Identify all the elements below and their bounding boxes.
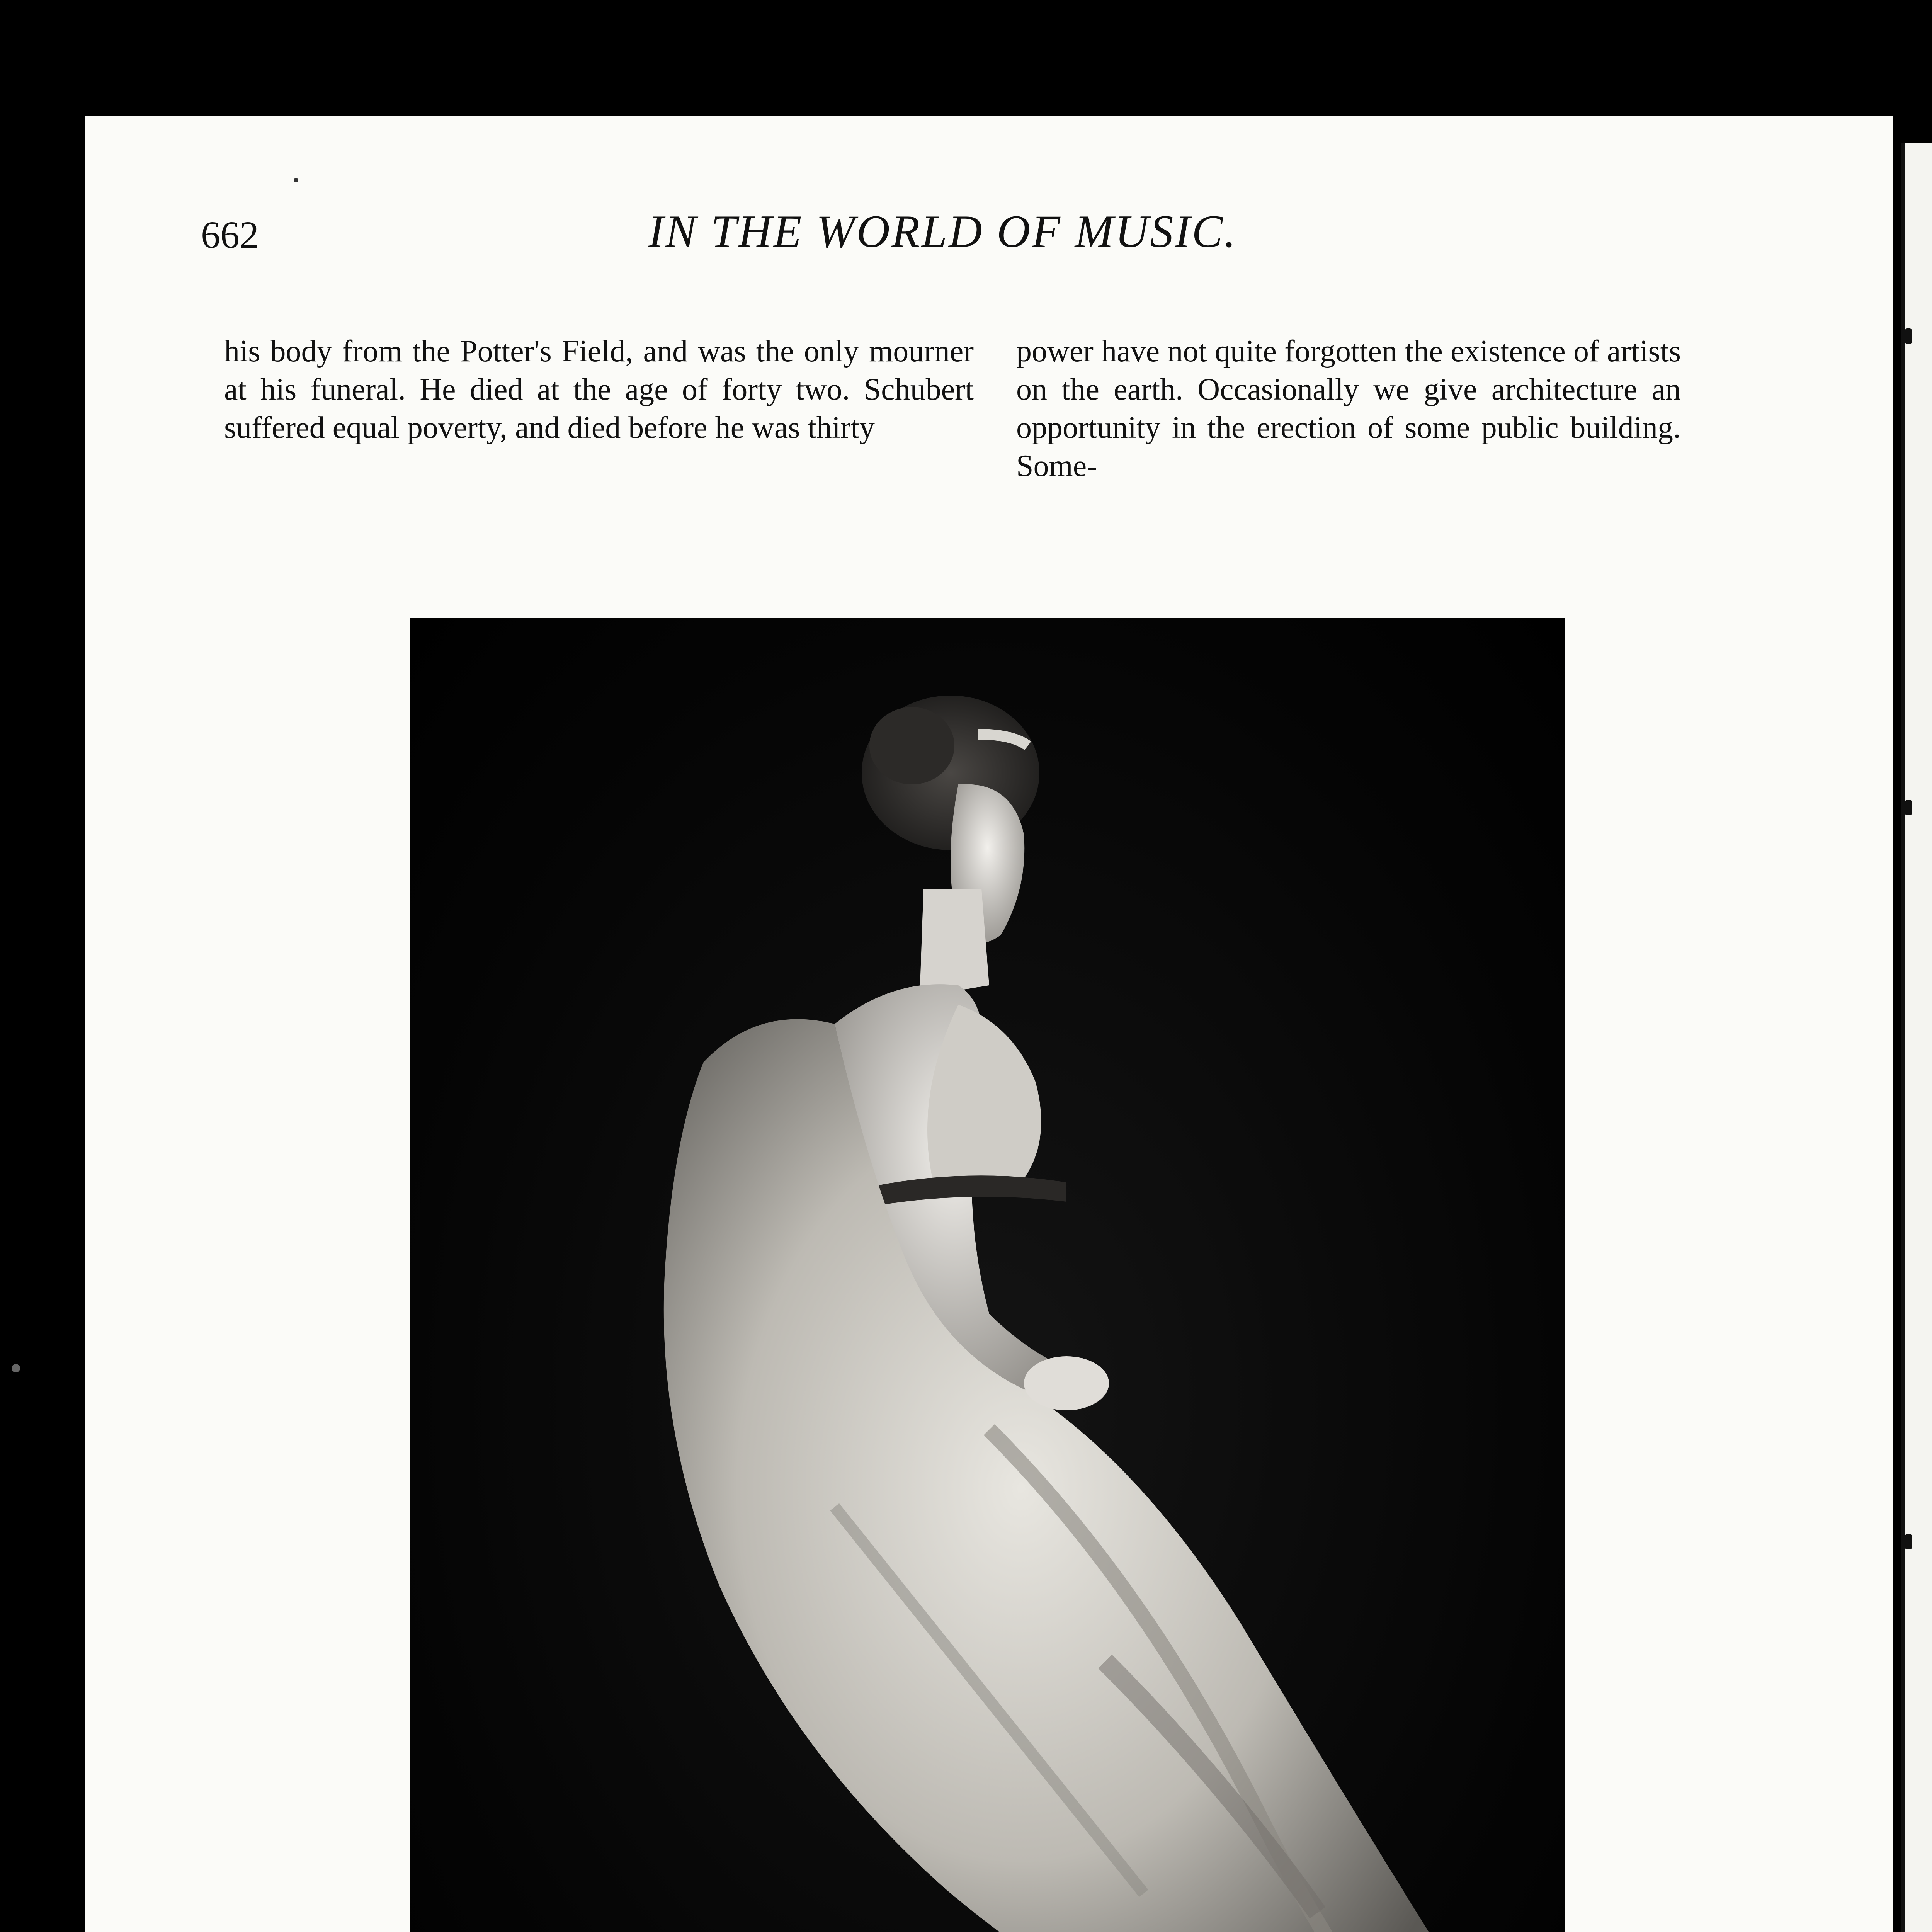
text-column-top-left <box>224 332 974 447</box>
paragraph: his body from the Potter's Field, and was the only mourner at his funeral. He died at the age of forty two. Schubert suffered equal poverty, and died before he was thirty <box>224 334 974 445</box>
page-speck <box>12 1364 20 1372</box>
journal-title: IN THE WORLD OF MUSIC. <box>648 206 1238 257</box>
text-column-top-right <box>1016 332 1681 485</box>
adjacent-page-edge <box>1901 143 1932 1932</box>
seated-woman-figure <box>410 618 1565 1932</box>
page-number: 662 <box>201 213 259 256</box>
portrait-photo <box>410 618 1565 1932</box>
page-speck <box>294 178 298 182</box>
running-head <box>201 205 1685 259</box>
paragraph: power have not quite forgotten the existence of artists on the earth. Occasionally we give architecture an opportunity in the erection of some public building. Some- <box>1016 334 1681 483</box>
